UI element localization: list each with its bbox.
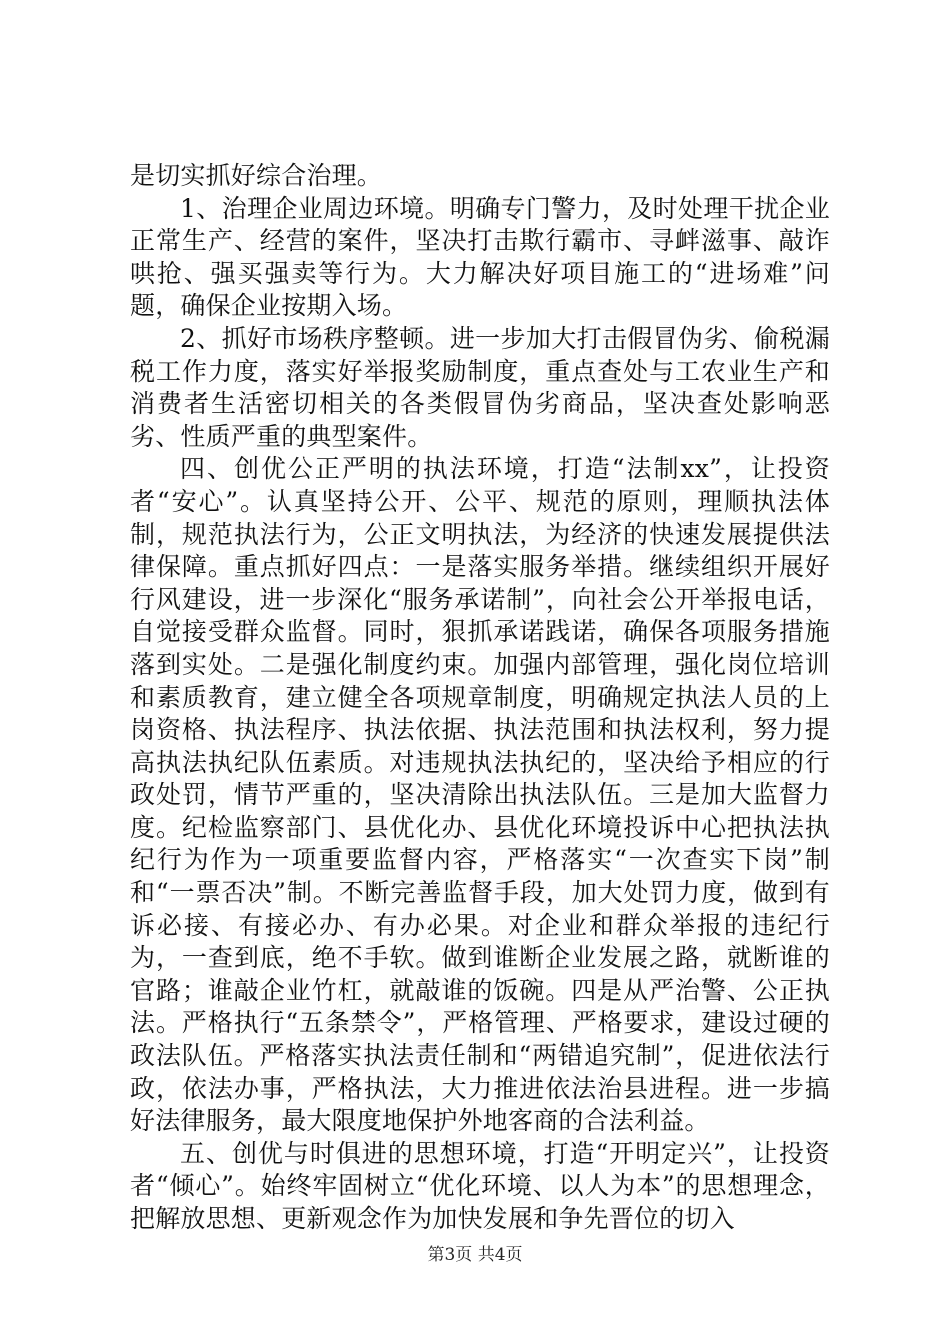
paragraph-section-5: 五、创优与时俱进的思想环境，打造“开明定兴”，让投资者“倾心”。始终牢固树立“优化环境、以人为本”的思想理念，把解放思想、更新观念作为加快发展和争先晋位的切入 [130,1138,830,1233]
paragraph-item-2: 2、抓好市场秩序整顿。进一步加大打击假冒伪劣、偷税漏税工作力度，落实好举报奖励制度，重点查处与工农业生产和消费者生活密切相关的各类假冒伪劣商品，坚决查处影响恶劣、性质严重的典型案件。 [130,323,830,451]
paragraph-section-4: 四、创优公正严明的执法环境，打造“法制xx”，让投资者“安心”。认真坚持公开、公平、规范的原则，理顺执法体制，规范执法行为，公正文明执法，为经济的快速发展提供法律保障。重点抓好四点：一是落实服务举措。继续组织开展好行风建设，进一步深化“服务承诺制”，向社会公开举报电话，自觉接受群众监督。同时，狠抓承诺践诺，确保各项服务措施落到实处。二是强化制度约束。加强内部管理，强化岗位培训和素质教育，建立健全各项规章制度，明确规定执法人员的上岗资格、执法程序、执法依据、执法范围和执法权利，努力提高执法执纪队伍素质。对违规执法执纪的，坚决给予相应的行政处罚，情节严重的，坚决清除出执法队伍。三是加大监督力度。纪检监察部门、县优化办、县优化环境投诉中心把执法执纪行为作为一项重要监督内容，严格落实“一次查实下岗”制和“一票否决”制。不断完善监督手段，加大处罚力度，做到有诉必接、有接必办、有办必果。对企业和群众举报的违纪行为，一查到底，绝不手软。做到谁断企业发展之路，就断谁的官路；谁敲企业竹杠，就敲谁的饭碗。四是从严治警、公正执法。严格执行“五条禁令”，严格管理、严格要求，建设过硬的政法队伍。严格落实执法责任制和“两错追究制”，促进依法行政，依法办事，严格执法，大力推进依法治县进程。进一步搞好法律服务，最大限度地保护外地客商的合法利益。 [130,454,830,1136]
page-footer [0,1240,950,1265]
paragraph-continuation: 是切实抓好综合治理。 [130,161,383,190]
page-number-label: 第3页 共4页 [427,1245,523,1265]
paragraph-item-1: 1、治理企业周边环境。明确专门警力，及时处理干扰企业正常生产、经营的案件，坚决打击欺行霸市、寻衅滋事、敲诈哄抢、强买强卖等行为。大力解决好项目施工的“进场难”问题，确保企业按期入场。 [130,193,830,321]
document-body [130,160,830,1236]
